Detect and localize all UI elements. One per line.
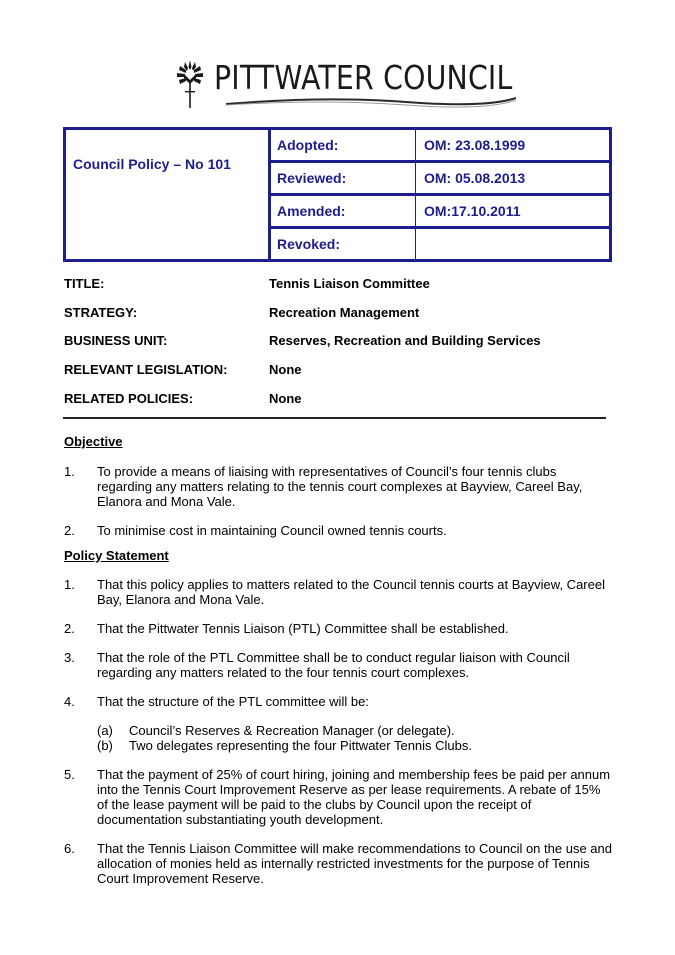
- logo-text: PITTWATER COUNCIL: [214, 58, 513, 97]
- policy-item: [64, 650, 614, 680]
- meta-row-strategy: [64, 305, 609, 334]
- meta-key: RELATED POLICIES:: [64, 390, 194, 406]
- item-text-body: That the structure of the PTL committee will be:: [97, 694, 369, 709]
- amended-label: Amended:: [271, 196, 416, 226]
- meta-row-legislation: [64, 362, 609, 391]
- policy-item: [64, 767, 614, 827]
- logo-swoosh: [226, 94, 516, 110]
- meta-value: Recreation Management: [269, 304, 420, 320]
- policy-metadata: [64, 276, 609, 419]
- policy-number: Council Policy – No 101: [66, 130, 271, 259]
- objective-item: [64, 523, 614, 538]
- item-text: To provide a means of liaising with representatives of Council’s four tennis clubs regarding any matters relating to the tennis court complexes at Bayview, Careel Bay, Elanora and Mona Vale.: [97, 464, 583, 509]
- reviewed-value: OM: 05.08.2013: [424, 170, 526, 186]
- meta-value: None: [269, 362, 302, 378]
- item-number: 5.: [64, 767, 75, 782]
- amended-value: OM:17.10.2011: [424, 203, 521, 219]
- item-number: 2.: [64, 621, 75, 636]
- adopted-label: Adopted:: [271, 130, 416, 160]
- sub-item-text: Two delegates representing the four Pittwater Tennis Clubs.: [129, 738, 473, 753]
- objective-heading: Objective: [64, 434, 123, 449]
- sub-item-letter: (b): [97, 738, 113, 753]
- item-number: 4.: [64, 694, 75, 709]
- policy-item: [64, 694, 614, 753]
- meta-value: Tennis Liaison Committee: [269, 276, 430, 291]
- revoked-value: [416, 229, 609, 259]
- meta-key: BUSINESS UNIT:: [64, 333, 168, 349]
- policy-item: [64, 621, 614, 636]
- item-text: That the payment of 25% of court hiring, joining and membership fees be paid per annum into the Tennis Court Improvement Reserve as per lease requirements. A rebate of 15% of the lease payment will be paid to the clubs by Council upon the receipt of documentation substantiating youth development.: [97, 767, 611, 827]
- meta-key: RELEVANT LEGISLATION:: [64, 362, 228, 378]
- item-number: 1.: [64, 464, 75, 479]
- adopted-value: OM: 23.08.1999: [424, 137, 526, 153]
- meta-row-business-unit: [64, 333, 609, 362]
- objective-section: [64, 434, 614, 538]
- item-number: 1.: [64, 577, 75, 592]
- policy-statement-heading: Policy Statement: [64, 548, 169, 563]
- palm-tree-emblem-icon: [176, 58, 204, 110]
- item-number: 2.: [64, 523, 75, 538]
- meta-value: Reserves, Recreation and Building Services: [269, 333, 541, 349]
- objective-item: [64, 464, 614, 509]
- policy-statement-section: [64, 548, 614, 886]
- item-text: That the Tennis Liaison Committee will make recommendations to Council on the use and allocation of monies held as internally restricted investments for the purpose of Tennis Court Improvement Reserve.: [97, 841, 612, 886]
- adopted-row: [271, 130, 609, 163]
- item-text: That this policy applies to matters related to the Council tennis courts at Bayview, Careel Bay, Elanora and Mona Vale.: [97, 577, 605, 607]
- amended-row: [271, 196, 609, 229]
- item-text: To minimise cost in maintaining Council owned tennis courts.: [97, 523, 447, 538]
- reviewed-label: Reviewed:: [271, 163, 416, 193]
- council-logo: [176, 58, 513, 114]
- item-text: [97, 694, 614, 753]
- sub-item-text: Council’s Reserves & Recreation Manager (or delegate).: [129, 723, 455, 738]
- item-text: That the role of the PTL Committee shall be to conduct regular liaison with Council regarding any matters related to the four tennis court complexes.: [97, 650, 570, 680]
- section-divider: [63, 417, 606, 419]
- reviewed-row: [271, 163, 609, 196]
- meta-value: None: [269, 390, 302, 406]
- meta-row-related-policies: [64, 391, 609, 420]
- policy-item: [64, 841, 614, 886]
- meta-key: TITLE:: [64, 276, 105, 291]
- policy-item: [64, 577, 614, 607]
- meta-row-title: [64, 276, 609, 305]
- sub-item: [97, 738, 614, 753]
- policy-info-table: [63, 127, 612, 262]
- item-text: That the Pittwater Tennis Liaison (PTL) Committee shall be established.: [97, 621, 509, 636]
- sub-item-letter: (a): [97, 723, 113, 738]
- item-number: 3.: [64, 650, 75, 665]
- item-number: 6.: [64, 841, 75, 856]
- meta-key: STRATEGY:: [64, 304, 138, 320]
- revoked-label: Revoked:: [271, 229, 416, 259]
- sub-item: [97, 723, 614, 738]
- revoked-row: [271, 229, 609, 259]
